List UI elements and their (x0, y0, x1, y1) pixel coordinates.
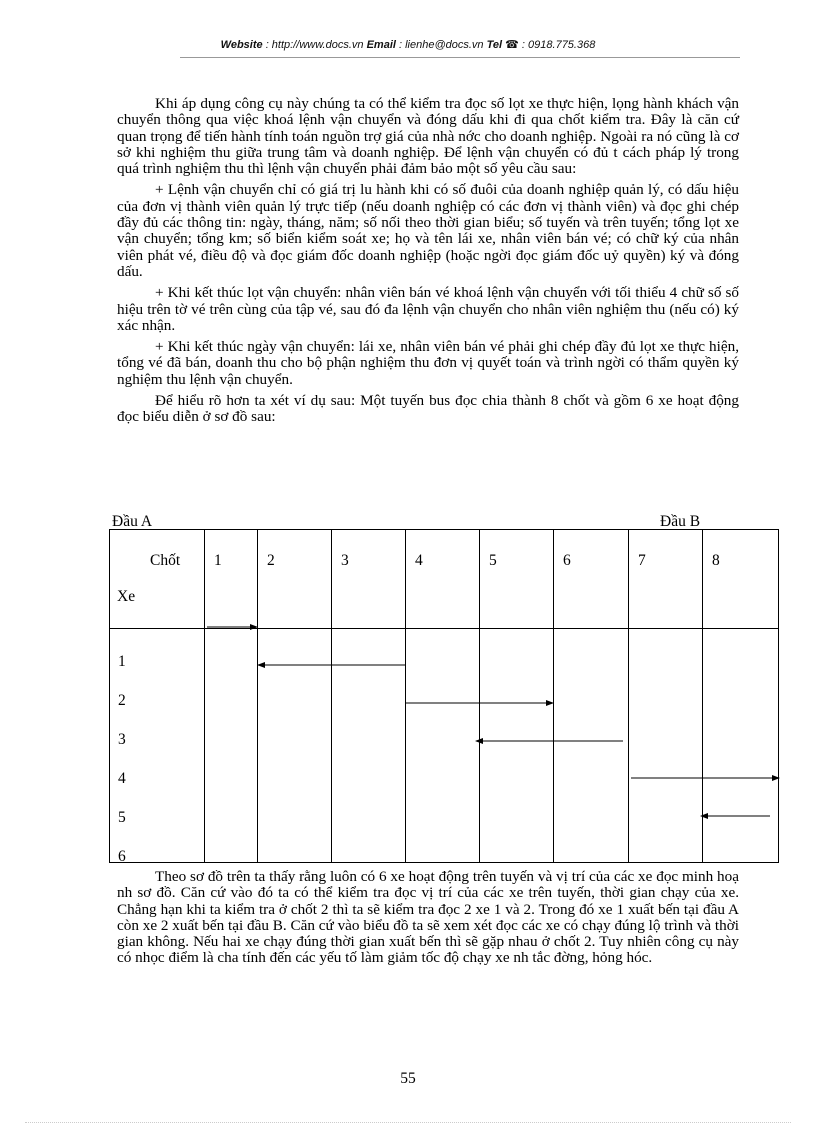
bus-number: 5 (118, 809, 126, 826)
tel-value: : 0918.775.368 (518, 39, 596, 51)
checkpoint-cell: 1 (205, 530, 258, 629)
checkpoint-cell: 5 (480, 530, 554, 629)
checkpoint-cell: 8 (703, 530, 779, 629)
checkpoint-cell: 6 (554, 530, 629, 629)
paragraph: Để hiểu rõ hơn ta xét ví dụ sau: Một tuyến bus đọc chia thành 8 chốt và gồm 6 xe hoạt động đọc biểu diễn ở sơ đồ sau: (117, 392, 739, 426)
email-value: : lienhe@docs.vn (395, 39, 487, 51)
header-divider (180, 57, 740, 58)
checkpoint-header: Chốt (150, 552, 181, 569)
intro-text (117, 96, 739, 431)
page-number: 55 (400, 1070, 416, 1087)
checkpoint-cell: 2 (258, 530, 332, 629)
checkpoint-cell: 4 (406, 530, 480, 629)
phone-icon: ☎ (505, 39, 519, 51)
bus-number: 6 (118, 848, 126, 865)
paragraph: + Khi kết thúc ngày vận chuyển: lái xe, nhân viên bán vé phải ghi chép đầy đủ lọt xe thực hiện, tổng vé đã bán, doanh thu cho bộ phận nghiệm thu đơn vị quyết toán và trình ngời có thẩm quyền ký nghiệm thu lệnh vận chuyển. (117, 338, 739, 388)
bus-header: Xe (117, 588, 136, 605)
bus-arrows (109, 529, 789, 849)
checkpoint-cell: 7 (629, 530, 703, 629)
paragraph: + Lệnh vận chuyển chỉ có giá trị lu hành khi có số đuôi của doanh nghiệp quản lý, có dấu hiệu của đơn vị thành viên quản lý trực tiếp (nếu doanh nghiệp có các đơn vị thành viên) và đọc ghi chép đầy đủ các thông tin: ngày, tháng, năm; số nối theo thời gian biểu; số tuyến và trên tuyến; tổng lọt xe vận chuyển; tổng km; số biển kiểm soát xe; họ và tên lái xe, nhân viên bán vé; có chữ ký của nhân viên phát vé, điều độ và đọc giám đốc doanh nghiệp (hoặc ngời đọc giám đốc uỷ quyền) ký và đóng dấu. (117, 181, 739, 280)
website-url: : http://www.docs.vn (262, 39, 367, 51)
tel-label: Tel (486, 39, 503, 51)
explanation-text (117, 869, 739, 967)
bus-number: 2 (118, 692, 126, 709)
checkpoint-cell: 3 (332, 530, 406, 629)
page-header (0, 38, 816, 51)
bus-number: 3 (118, 731, 126, 748)
website-label: Website (220, 39, 263, 51)
paragraph: + Khi kết thúc lọt vận chuyển: nhân viên bán vé khoá lệnh vận chuyển với tối thiểu 4 chữ số số hiệu trên tờ vé trên cùng của tập vé, sau đó đa lệnh vận chuyển cho nhân viên nghiệm thu (nếu có) ký xác nhận. (117, 284, 739, 334)
bus-number: 4 (118, 770, 126, 787)
label-end: Đầu B (660, 513, 701, 530)
bus-number: 1 (118, 653, 126, 670)
label-start: Đầu A (112, 513, 153, 530)
email-label: Email (366, 39, 396, 51)
paragraph: Theo sơ đồ trên ta thấy rằng luôn có 6 xe hoạt động trên tuyến và vị trí của các xe đọc minh hoạ nh sơ đồ. Căn cứ vào đó ta có thể kiểm tra đọc vị trí của các xe trên tuyến, thời gian chạy của xe. Chẳng hạn khi ta kiểm tra ở chốt 2 thì ta sẽ kiểm tra đọc 2 xe 1 và 2. Trong đó xe 1 xuất bến tại đầu A còn xe 2 xuất bến tại đầu B. Căn cứ vào biểu đồ ta sẽ xem xét đọc các xe có chạy đúng lộ trình và thời gian không. Nếu hai xe chạy đúng thời gian xuất bến thì sẽ gặp nhau ở chốt 2. Tuy nhiên công cụ này có nhọc điểm là cha tính đến các yếu tố làm giảm tốc độ chạy xe nh tắc đờng, hỏng hóc. (117, 868, 739, 967)
paragraph: Khi áp dụng công cụ này chúng ta có thể kiểm tra đọc số lọt xe thực hiện, lọng hành khách vận chuyển thông qua việc khoá lệnh vận chuyển và đóng dấu khi đi qua chốt kiểm tra. Đây là căn cứ quan trọng để tiến hành tính toán nguồn trợ giá của nhà nớc cho doanh nghiệp. Ngoài ra nó cũng là cơ sở khi nghiệm thu giữa trung tâm và doanh nghiệp. Để lệnh vận chuyển có đủ t cách pháp lý trong quá trình nghiệm thu thì lệnh vận chuyển phải đảm bảo một số yêu cầu sau: (117, 95, 739, 178)
